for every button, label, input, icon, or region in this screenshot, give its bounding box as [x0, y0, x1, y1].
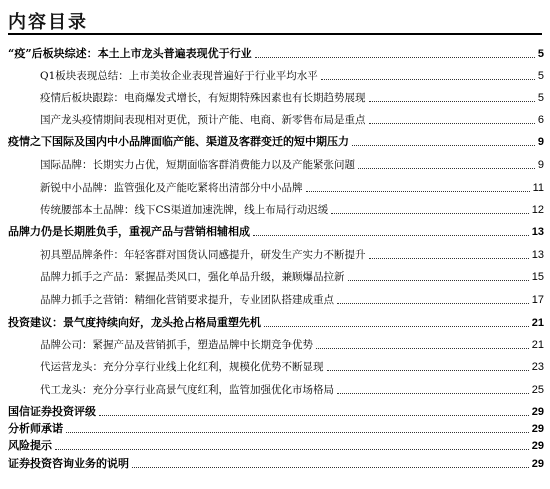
toc-entry-label: 传统腰部本土品牌：线下CS渠道加速洗牌，线上布局行动迟缓: [40, 204, 329, 216]
toc-entry[interactable]: [0, 243, 550, 263]
toc-entry[interactable]: [0, 176, 550, 196]
toc-dot-leader: [253, 235, 529, 236]
toc-entry-label: 品牌力抓手之营销：精细化营销要求提升，专业团队搭建成重点: [40, 294, 334, 306]
toc-dot-leader: [348, 280, 529, 281]
toc-entry-page: 12: [531, 204, 544, 216]
toc-entry-label: Q1板块表现总结：上市美妆企业表现普遍好于行业平均水平: [40, 70, 318, 82]
toc-dot-leader: [316, 348, 529, 349]
toc-dot-leader: [337, 393, 529, 394]
toc-dot-leader: [306, 191, 530, 192]
toc-dot-leader: [321, 79, 535, 80]
page-title: 内容目录: [8, 12, 88, 33]
toc-entry-page: 29: [531, 458, 544, 470]
toc-entry[interactable]: [0, 452, 550, 472]
toc-entry-label: 分析师承诺: [8, 422, 63, 435]
toc-dot-leader: [99, 415, 529, 416]
toc-entry-label: 国信证券投资评级: [8, 405, 96, 418]
toc-entry-page: 13: [531, 249, 544, 261]
title-divider: [8, 33, 542, 35]
toc-dot-leader: [55, 449, 529, 450]
toc-entry[interactable]: [0, 130, 550, 150]
toc-entry-label: 投资建议：景气度持续向好，龙头抢占格局重塑先机: [8, 316, 261, 329]
toc-entry[interactable]: [0, 288, 550, 308]
toc-entry[interactable]: [0, 108, 550, 128]
toc-entry-page: 23: [531, 361, 544, 373]
toc-entry[interactable]: [0, 265, 550, 285]
toc-dot-leader: [369, 101, 535, 102]
toc-dot-leader: [327, 370, 529, 371]
toc-entry-page: 29: [531, 406, 544, 418]
toc-entry-page: 15: [531, 271, 544, 283]
toc-entry-label: 风险提示: [8, 439, 52, 452]
toc-entry-label: 品牌公司：紧握产品及营销抓手，塑造品牌中长期竞争优势: [40, 339, 313, 351]
toc-entry-label: 疫情之下国际及国内中小品牌面临产能、渠道及客群变迁的短中期压力: [8, 135, 349, 148]
toc-entry[interactable]: [0, 220, 550, 240]
toc-entry-label: 代工龙头：充分分享行业高景气度红利，监管加强优化市场格局: [40, 384, 334, 396]
toc-entry[interactable]: [0, 198, 550, 218]
toc-entry-label: “疫”后板块综述：本土上市龙头普遍表现优于行业: [8, 47, 252, 60]
toc-entry-page: 17: [531, 294, 544, 306]
toc-dot-leader: [264, 326, 529, 327]
toc-entry[interactable]: [0, 378, 550, 398]
toc-entry[interactable]: [0, 311, 550, 331]
toc-dot-leader: [369, 258, 529, 259]
toc-entry[interactable]: [0, 42, 550, 62]
toc-entry-page: 25: [531, 384, 544, 396]
toc-entry-label: 品牌力仍是长期胜负手，重视产品与营销相辅相成: [8, 225, 250, 238]
toc-entry[interactable]: [0, 333, 550, 353]
toc-entry-page: 9: [537, 159, 544, 171]
toc-entry-label: 初具塑品牌条件：年轻客群对国货认同感提升，研发生产实力不断提升: [40, 249, 366, 261]
toc-dot-leader: [331, 213, 529, 214]
toc-dot-leader: [369, 123, 535, 124]
toc-entry-page: 29: [531, 440, 544, 452]
toc-entry-page: 21: [531, 317, 544, 329]
toc-dot-leader: [337, 303, 529, 304]
toc-entry-label: 国际品牌：长期实力占优，短期面临客群消费能力以及产能紧张问题: [40, 159, 355, 171]
toc-entry-page: 13: [531, 226, 544, 238]
toc-entry-label: 疫情后板块跟踪：电商爆发式增长，有短期特殊因素也有长期趋势展现: [40, 92, 366, 104]
toc-entry-page: 29: [531, 423, 544, 435]
toc-dot-leader: [352, 145, 535, 146]
toc-entry-label: 品牌力抓手之产品：紧握品类风口，强化单品升级，兼顾爆品拉新: [40, 271, 345, 283]
toc-entry[interactable]: [0, 355, 550, 375]
toc-entry-label: 新锐中小品牌：监管强化及产能吃紧将出清部分中小品牌: [40, 182, 303, 194]
toc-entry-page: 6: [537, 114, 544, 126]
toc-entry-label: 代运营龙头：充分分享行业线上化红利，规模化优势不断显现: [40, 361, 324, 373]
toc-dot-leader: [255, 57, 535, 58]
toc-entry-label: 国产龙头疫情期间表现相对更优，预计产能、电商、新零售布局是重点: [40, 114, 366, 126]
toc-entry[interactable]: [0, 153, 550, 173]
toc-entry-label: 证券投资咨询业务的说明: [8, 457, 129, 470]
toc-entry-page: 5: [537, 48, 544, 60]
toc-dot-leader: [66, 432, 529, 433]
toc-dot-leader: [132, 467, 529, 468]
toc-entry-page: 21: [531, 339, 544, 351]
toc-entry[interactable]: [0, 434, 550, 454]
toc-entry[interactable]: [0, 64, 550, 84]
toc-entry-page: 5: [537, 92, 544, 104]
toc-entry-page: 5: [537, 70, 544, 82]
toc-dot-leader: [358, 168, 535, 169]
toc-entry-page: 11: [532, 182, 544, 194]
toc-entry[interactable]: [0, 86, 550, 106]
toc-entry-page: 9: [537, 136, 544, 148]
